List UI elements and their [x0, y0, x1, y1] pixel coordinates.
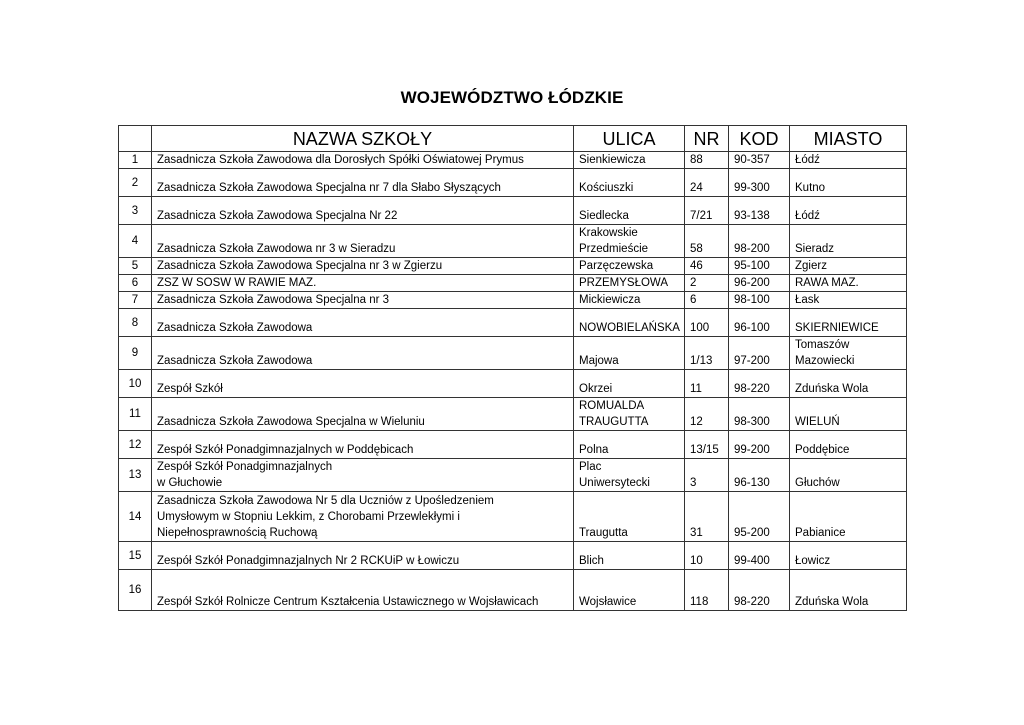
street-cell — [574, 398, 685, 431]
street-cell: NOWOBIELAŃSKA — [574, 309, 685, 337]
street-number-cell: 13/15 — [685, 431, 729, 459]
street-cell: Okrzei — [574, 370, 685, 398]
street-line: Uniwersytecki — [579, 477, 650, 489]
header-num — [119, 126, 152, 152]
city-cell: Zgierz — [790, 258, 907, 275]
street-number-cell: 6 — [685, 292, 729, 309]
postal-code-cell: 98-300 — [729, 398, 790, 431]
city-cell: Łowicz — [790, 542, 907, 570]
row-number-cell: 7 — [119, 292, 152, 309]
street-line: ROMUALDA — [579, 400, 645, 412]
table-row — [119, 169, 907, 197]
street-cell: Blich — [574, 542, 685, 570]
street-cell: Siedlecka — [574, 197, 685, 225]
table-row — [119, 152, 907, 169]
table-row — [119, 275, 907, 292]
street-number-cell: 46 — [685, 258, 729, 275]
postal-code-cell: 90-357 — [729, 152, 790, 169]
street-cell: PRZEMYSŁOWA — [574, 275, 685, 292]
postal-code-cell: 95-200 — [729, 492, 790, 542]
postal-code-cell: 96-200 — [729, 275, 790, 292]
school-name-cell — [152, 492, 574, 542]
school-name-cell: Zasadnicza Szkoła Zawodowa Specjalna nr 3 — [152, 292, 574, 309]
street-cell: Majowa — [574, 337, 685, 370]
postal-code-cell: 98-220 — [729, 370, 790, 398]
row-number-cell: 3 — [119, 197, 152, 225]
city-cell: Zduńska Wola — [790, 370, 907, 398]
row-number-cell: 13 — [119, 459, 152, 492]
row-number-cell: 8 — [119, 309, 152, 337]
city-cell: Pabianice — [790, 492, 907, 542]
school-name-cell: Zespół Szkół Rolnicze Centrum Kształcenia Ustawicznego w Wojsławicach — [152, 570, 574, 611]
street-cell: Mickiewicza — [574, 292, 685, 309]
table-row — [119, 459, 907, 492]
city-cell: Poddębice — [790, 431, 907, 459]
street-number-cell: 12 — [685, 398, 729, 431]
street-number-cell: 7/21 — [685, 197, 729, 225]
school-name-line: Niepełnosprawnością Ruchową — [157, 527, 318, 539]
postal-code-cell: 93-138 — [729, 197, 790, 225]
street-number-cell: 3 — [685, 459, 729, 492]
street-line: Przedmieście — [579, 243, 649, 255]
city-cell: Łódź — [790, 152, 907, 169]
street-number-cell: 31 — [685, 492, 729, 542]
header-row — [119, 126, 907, 152]
city-cell: Łask — [790, 292, 907, 309]
table-row — [119, 258, 907, 275]
row-number-cell: 15 — [119, 542, 152, 570]
school-name-cell: Zasadnicza Szkoła Zawodowa Specjalna Nr 22 — [152, 197, 574, 225]
row-number-cell: 6 — [119, 275, 152, 292]
city-cell: Sieradz — [790, 225, 907, 258]
city-cell: RAWA MAZ. — [790, 275, 907, 292]
school-name-cell: Zasadnicza Szkoła Zawodowa Specjalna nr 3 w Zgierzu — [152, 258, 574, 275]
street-line: Plac — [579, 461, 602, 473]
table-row — [119, 337, 907, 370]
schools-table — [118, 125, 907, 611]
school-name-cell: Zasadnicza Szkoła Zawodowa dla Dorosłych Spółki Oświatowej Prymus — [152, 152, 574, 169]
row-number-cell: 5 — [119, 258, 152, 275]
row-number-cell: 4 — [119, 225, 152, 258]
header-city: MIASTO — [790, 126, 907, 152]
city-cell: Zduńska Wola — [790, 570, 907, 611]
table-row — [119, 431, 907, 459]
street-number-cell: 2 — [685, 275, 729, 292]
street-number-cell: 88 — [685, 152, 729, 169]
city-cell — [790, 337, 907, 370]
header-code: KOD — [729, 126, 790, 152]
street-line: TRAUGUTTA — [579, 416, 649, 428]
street-cell: Parzęczewska — [574, 258, 685, 275]
row-number-cell: 9 — [119, 337, 152, 370]
street-number-cell: 10 — [685, 542, 729, 570]
postal-code-cell: 98-100 — [729, 292, 790, 309]
street-number-cell: 24 — [685, 169, 729, 197]
school-name-line: Zespół Szkół Ponadgimnazjalnych — [157, 461, 333, 473]
city-cell: Łódź — [790, 197, 907, 225]
street-cell: Wojsławice — [574, 570, 685, 611]
row-number-cell: 1 — [119, 152, 152, 169]
row-number-cell: 16 — [119, 570, 152, 611]
postal-code-cell: 96-130 — [729, 459, 790, 492]
street-number-cell: 58 — [685, 225, 729, 258]
school-name-cell: Zasadnicza Szkoła Zawodowa — [152, 337, 574, 370]
row-number-cell: 2 — [119, 169, 152, 197]
street-cell: Traugutta — [574, 492, 685, 542]
table-row — [119, 370, 907, 398]
street-number-cell: 11 — [685, 370, 729, 398]
school-name-cell — [152, 459, 574, 492]
postal-code-cell: 98-220 — [729, 570, 790, 611]
row-number-cell: 10 — [119, 370, 152, 398]
header-street: ULICA — [574, 126, 685, 152]
street-line: Krakowskie — [579, 227, 638, 239]
school-name-cell: Zasadnicza Szkoła Zawodowa Specjalna nr 7 dla Słabo Słyszących — [152, 169, 574, 197]
row-number-cell: 14 — [119, 492, 152, 542]
row-number-cell: 11 — [119, 398, 152, 431]
street-cell — [574, 459, 685, 492]
table-row — [119, 292, 907, 309]
postal-code-cell: 97-200 — [729, 337, 790, 370]
school-name-cell: Zespół Szkół — [152, 370, 574, 398]
city-line: Tomaszów — [795, 339, 850, 351]
street-cell — [574, 225, 685, 258]
city-cell: Kutno — [790, 169, 907, 197]
school-name-line: Zasadnicza Szkoła Zawodowa Nr 5 dla Uczniów z Upośledzeniem — [157, 495, 494, 507]
postal-code-cell: 95-100 — [729, 258, 790, 275]
school-name-cell: Zespół Szkół Ponadgimnazjalnych w Poddębicach — [152, 431, 574, 459]
city-cell: Głuchów — [790, 459, 907, 492]
table-row — [119, 570, 907, 611]
street-cell: Polna — [574, 431, 685, 459]
school-name-cell: Zasadnicza Szkoła Zawodowa Specjalna w Wieluniu — [152, 398, 574, 431]
street-number-cell: 1/13 — [685, 337, 729, 370]
street-number-cell: 118 — [685, 570, 729, 611]
header-nr: NR — [685, 126, 729, 152]
school-name-cell: Zespół Szkół Ponadgimnazjalnych Nr 2 RCKUiP w Łowiczu — [152, 542, 574, 570]
table-row — [119, 225, 907, 258]
postal-code-cell: 98-200 — [729, 225, 790, 258]
table-row — [119, 309, 907, 337]
page-title: WOJEWÓDZTWO ŁÓDZKIE — [400, 88, 624, 107]
school-name-cell: Zasadnicza Szkoła Zawodowa — [152, 309, 574, 337]
city-line: Mazowiecki — [795, 355, 855, 367]
postal-code-cell: 96-100 — [729, 309, 790, 337]
street-cell: Sienkiewicza — [574, 152, 685, 169]
street-cell: Kościuszki — [574, 169, 685, 197]
city-cell: WIELUŃ — [790, 398, 907, 431]
city-cell: SKIERNIEWICE — [790, 309, 907, 337]
table-row — [119, 197, 907, 225]
school-name-line: w Głuchowie — [157, 477, 223, 489]
postal-code-cell: 99-400 — [729, 542, 790, 570]
postal-code-cell: 99-200 — [729, 431, 790, 459]
row-number-cell: 12 — [119, 431, 152, 459]
table-row — [119, 542, 907, 570]
school-name-cell: Zasadnicza Szkoła Zawodowa nr 3 w Sieradzu — [152, 225, 574, 258]
school-name-line: Umysłowym w Stopniu Lekkim, z Chorobami Przewlekłymi i — [157, 511, 460, 523]
header-name: NAZWA SZKOŁY — [152, 126, 574, 152]
school-name-cell: ZSZ W SOSW W RAWIE MAZ. — [152, 275, 574, 292]
street-number-cell: 100 — [685, 309, 729, 337]
table-row — [119, 398, 907, 431]
postal-code-cell: 99-300 — [729, 169, 790, 197]
table-row — [119, 492, 907, 542]
